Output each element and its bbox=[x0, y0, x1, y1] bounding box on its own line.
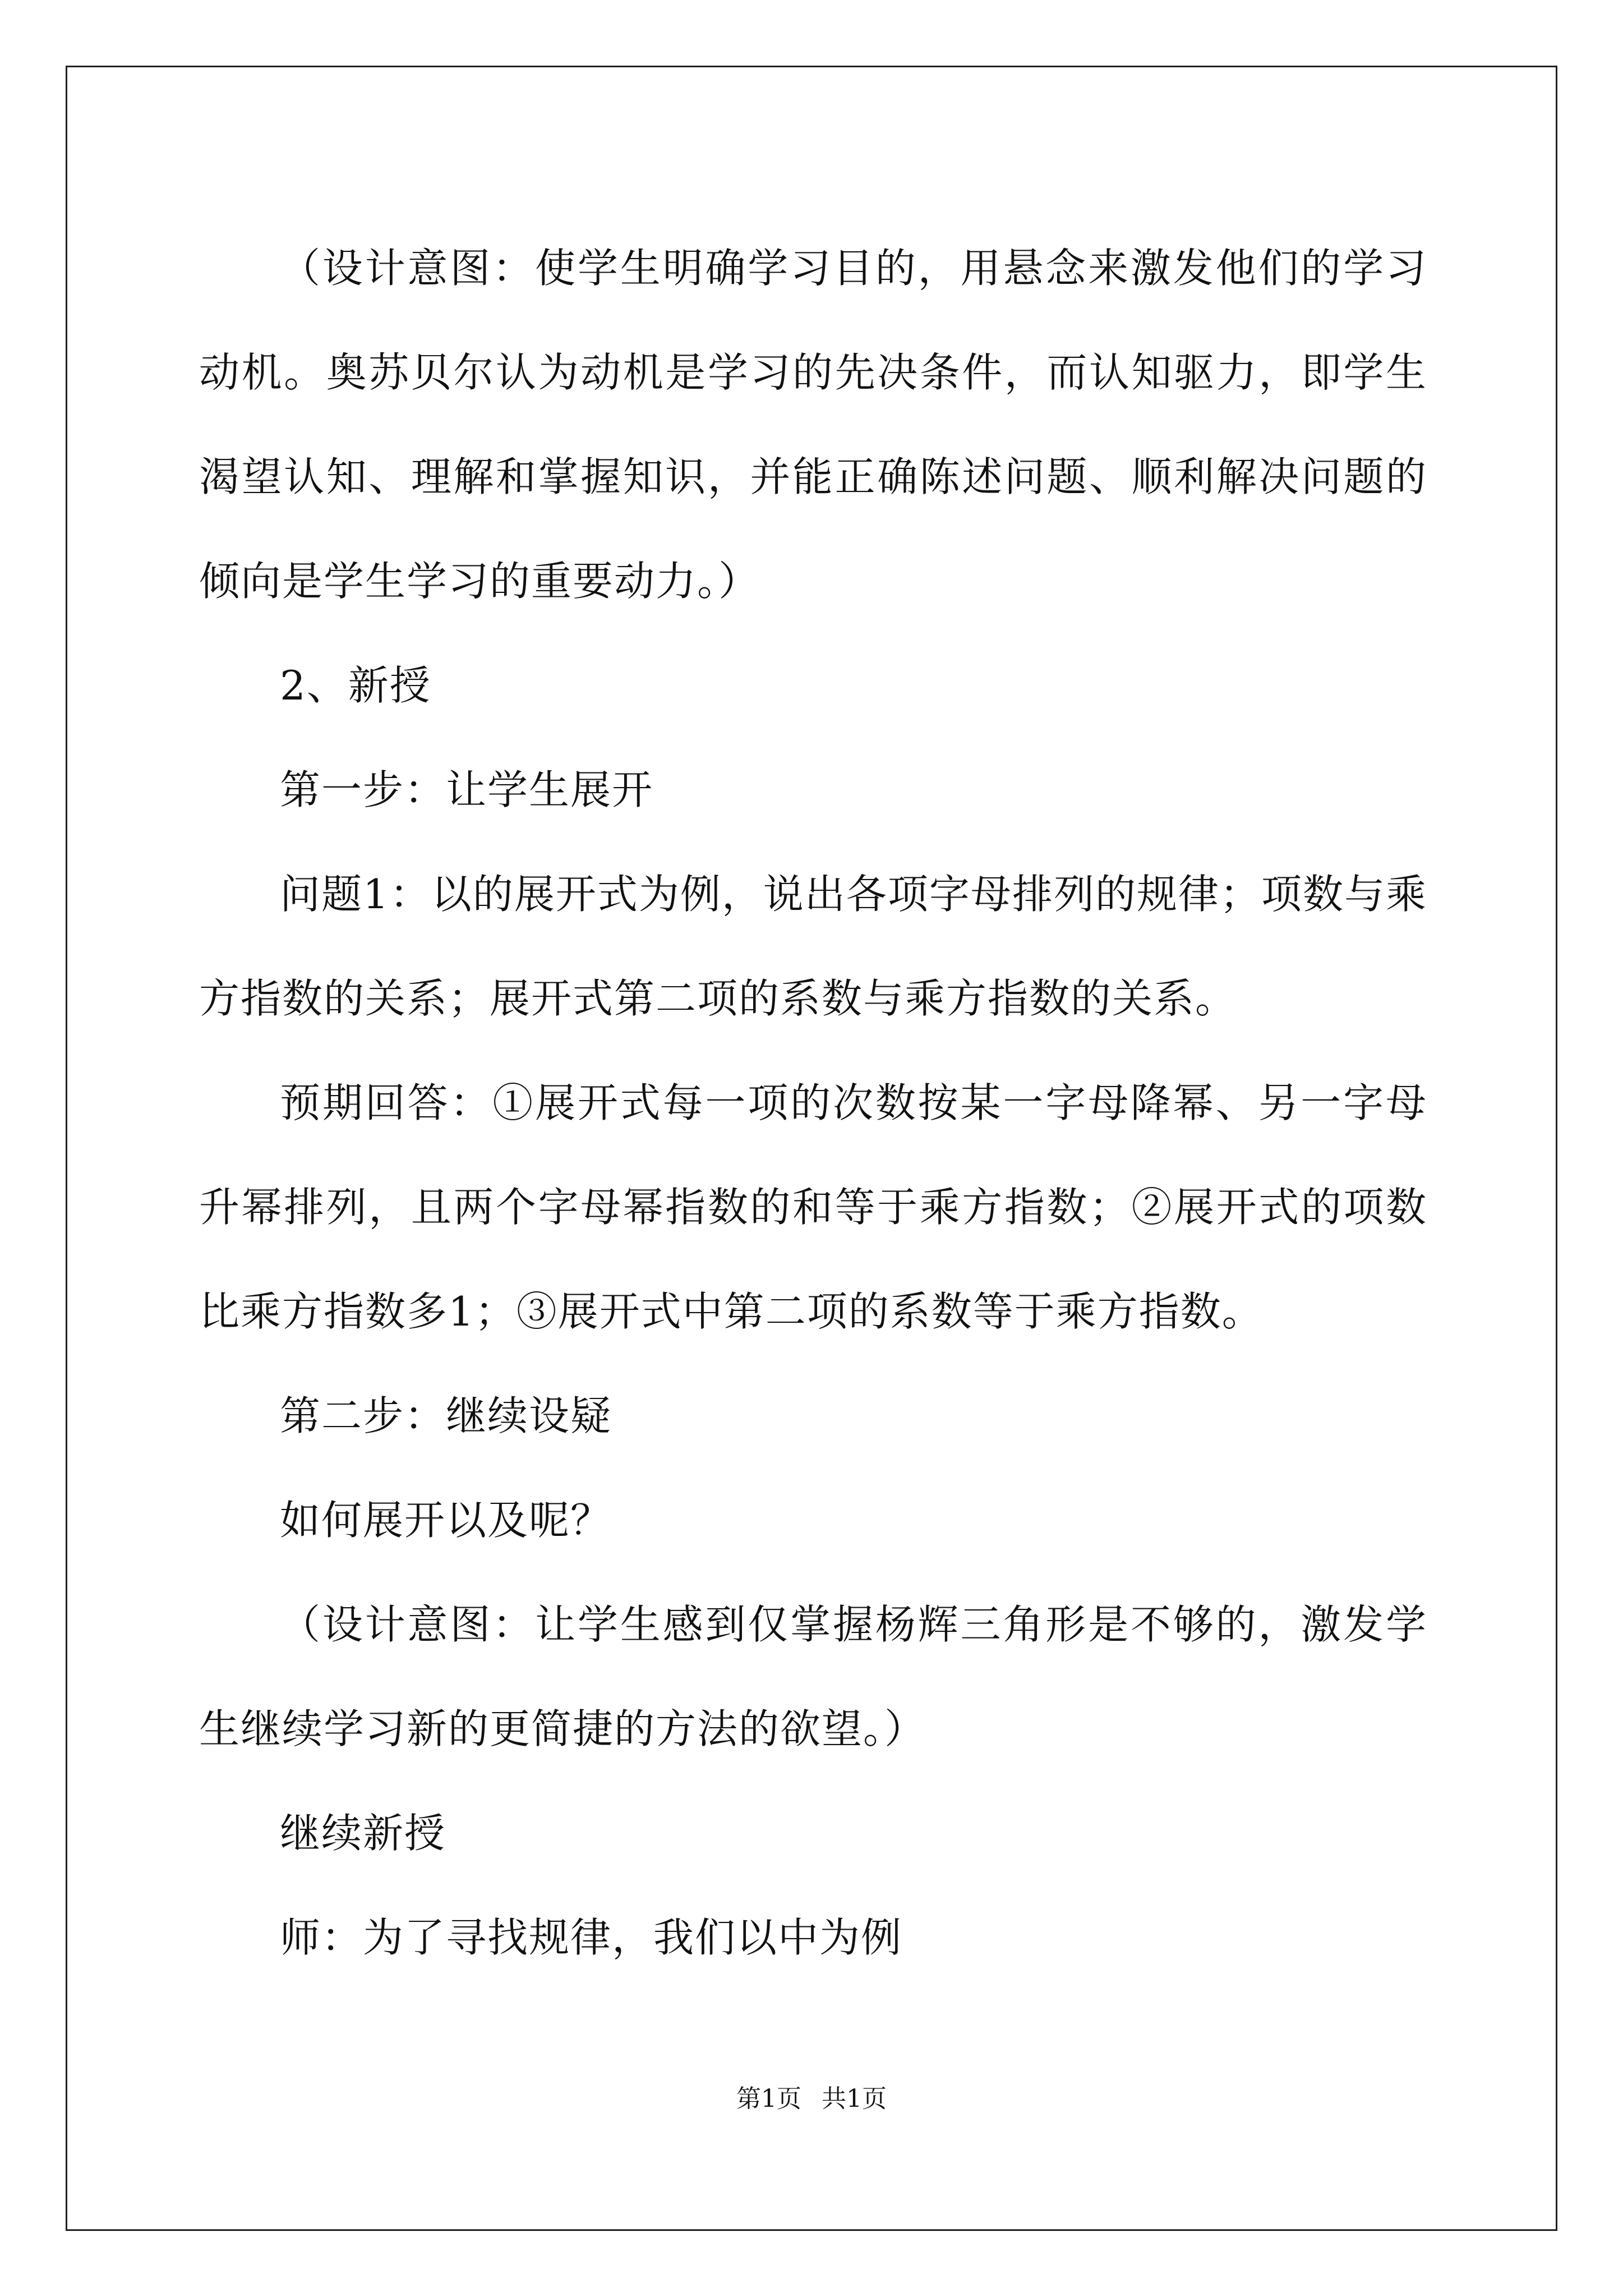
paragraph-continue-new-lesson: 继续新授 bbox=[280, 1810, 446, 1857]
paragraph-design-intent-1: （设计意图：使学生明确学习目的，用悬念来激发他们的学习动机。奥苏贝尔认为动机是学习的先决条件，而认知驱力，即学生渴望认知、理解和掌握知识，并能正确陈述问题、顺利解决问题的倾向是学生学习的重要动力。） bbox=[199, 245, 1427, 605]
document-body bbox=[199, 216, 1427, 1990]
page-footer bbox=[0, 2082, 1623, 2116]
paragraph-expected-answer: 预期回答：①展开式每一项的次数按某一字母降幂、另一字母升幂排列，且两个字母幂指数的和等于乘方指数；②展开式的项数比乘方指数多1；③展开式中第二项的系数等于乘方指数。 bbox=[199, 1079, 1427, 1335]
paragraph-section-new-lesson: 2、新授 bbox=[280, 662, 431, 709]
page-number-current: 第1页 bbox=[736, 2085, 801, 2113]
paragraph-step-one: 第一步：让学生展开 bbox=[280, 766, 654, 813]
page-number-total: 共1页 bbox=[822, 2085, 887, 2113]
paragraph-question-1: 问题1：以的展开式为例，说出各项字母排列的规律；项数与乘方指数的关系；展开式第二项的系数与乘方指数的关系。 bbox=[199, 871, 1427, 1022]
paragraph-teacher-remark: 师：为了寻找规律，我们以中为例 bbox=[280, 1914, 903, 1961]
paragraph-design-intent-2: （设计意图：让学生感到仅掌握杨辉三角形是不够的，激发学生继续学习新的更简捷的方法的欲望。） bbox=[199, 1601, 1427, 1752]
paragraph-step-two: 第二步：继续设疑 bbox=[280, 1392, 612, 1439]
paragraph-how-to-expand: 如何展开以及呢？ bbox=[280, 1497, 612, 1544]
